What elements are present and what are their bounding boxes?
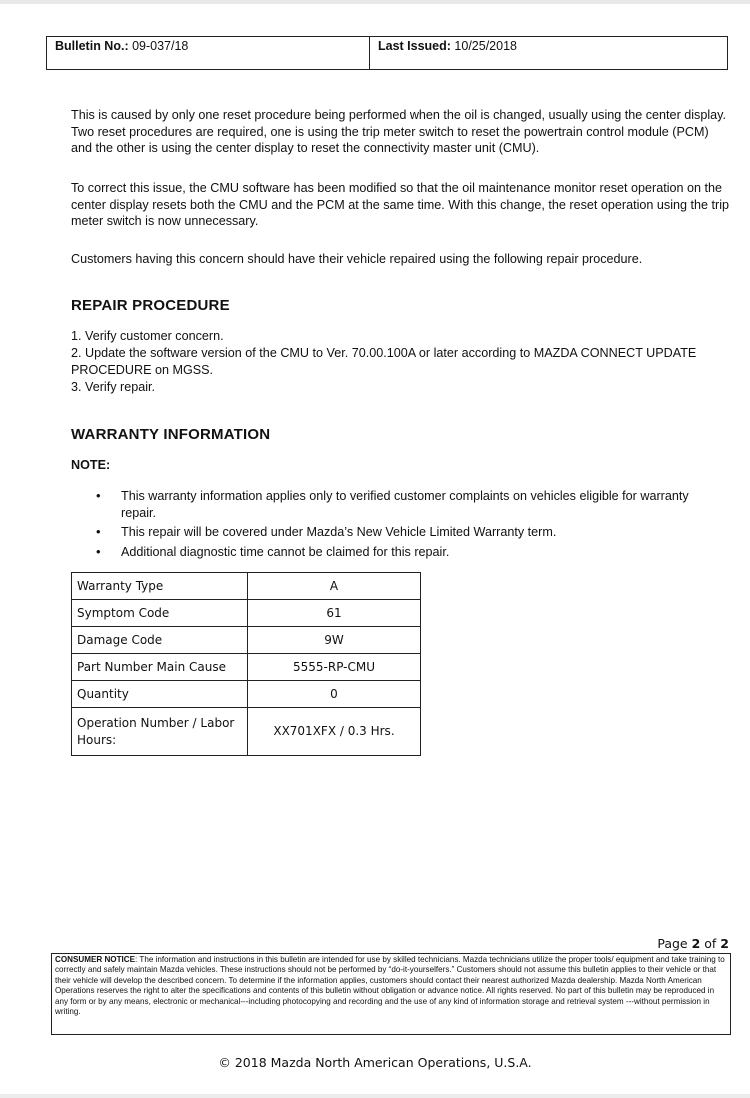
note-label: NOTE: <box>71 458 111 472</box>
part-number-label: Part Number Main Cause <box>72 654 248 681</box>
operation-number-label: Operation Number / Labor Hours: <box>72 708 248 756</box>
copyright-line: © 2018 Mazda North American Operations, U.S.A. <box>218 1055 532 1070</box>
symptom-code-label: Symptom Code <box>72 600 248 627</box>
repair-step: 1. Verify customer concern. <box>71 329 224 343</box>
intro-paragraph-correction: To correct this issue, the CMU software has been modified so that the oil maintenance monitor reset operation on the center display resets both the CMU and the PCM at the same time. With this change, the reset operation using the trip meter switch is now unnecessary. <box>71 181 730 228</box>
page-top-edge <box>0 0 750 4</box>
consumer-notice-text: : The information and instructions in this bulletin are intended for use by skilled technicians. Mazda technicians utilize the proper tools/ equipment and take training to correctly and safely maintain Mazda vehicles. These instructions should not be performed by “do-it-yourselfers.” Customers should not assume this bulletin applies to their vehicle or that their vehicle will develop the described concern. To determine if the information applies, customers should contact their nearest authorized Mazda dealership. Mazda North American Operations reserves the right to alter the specifications and contents of this bulletin without obligation or advance notice. All rights reserved. No part of this bulletin may be reproduced in any form or by any means, electronic or mechanical---including photocopying and recording and the use of any kind of information storage and retrieval system ---without permission in writing. <box>55 955 725 1017</box>
consumer-notice-label: CONSUMER NOTICE <box>55 955 136 964</box>
page-total: 2 <box>720 936 729 951</box>
quantity-label: Quantity <box>72 681 248 708</box>
repair-steps-list <box>71 328 731 396</box>
repair-step: 3. Verify repair. <box>71 380 155 394</box>
bulletin-number-value: 09-037/18 <box>128 39 189 53</box>
page-number <box>657 936 729 951</box>
table-row <box>72 627 421 654</box>
list-item: • Additional diagnostic time cannot be claimed for this repair. <box>96 544 696 561</box>
list-item: • This warranty information applies only to verified customer complaints on vehicles eligible for warranty repair. <box>96 488 696 521</box>
intro-paragraph-customers: Customers having this concern should have their vehicle repaired using the following repair procedure. <box>71 252 643 266</box>
symptom-code-value: 61 <box>248 600 421 627</box>
last-issued-value: 10/25/2018 <box>450 39 517 53</box>
page-bottom-edge <box>0 1094 750 1098</box>
page-current: 2 <box>691 936 701 951</box>
list-item: • This repair will be covered under Mazda’s New Vehicle Limited Warranty term. <box>96 524 696 541</box>
repair-procedure-heading: REPAIR PROCEDURE <box>71 297 230 314</box>
intro-paragraph-cause: This is caused by only one reset procedure being performed when the oil is changed, usually using the center display. Two reset procedures are required, one is using the trip meter switch to reset the powertrain control module (PCM) and the other is using the center display to reset the connectivity master unit (CMU). <box>71 108 727 155</box>
warranty-information-heading: WARRANTY INFORMATION <box>71 426 271 443</box>
table-row <box>72 681 421 708</box>
damage-code-value: 9W <box>248 627 421 654</box>
bulletin-number-cell <box>47 37 370 69</box>
table-row <box>72 600 421 627</box>
quantity-value: 0 <box>248 681 421 708</box>
damage-code-label: Damage Code <box>72 627 248 654</box>
warranty-table <box>71 572 421 756</box>
page-prefix: Page <box>657 936 692 951</box>
warranty-notes-list <box>96 488 696 563</box>
last-issued-label: Last Issued: <box>378 39 451 53</box>
operation-number-value: XX701XFX / 0.3 Hrs. <box>248 708 421 756</box>
table-row <box>72 654 421 681</box>
warranty-type-label: Warranty Type <box>72 573 248 600</box>
warranty-type-value: A <box>248 573 421 600</box>
bulletin-header-table <box>46 36 728 70</box>
bulletin-number-label: Bulletin No.: <box>55 39 129 53</box>
page-of: of <box>700 936 721 951</box>
part-number-value: 5555-RP-CMU <box>248 654 421 681</box>
repair-step: 2. Update the software version of the CMU to Ver. 70.00.100A or later according to MAZDA CONNECT UPDATE PROCEDURE on MGSS. <box>71 346 697 377</box>
consumer-notice-box <box>51 953 731 1035</box>
table-row <box>72 573 421 600</box>
last-issued-cell <box>370 37 525 69</box>
table-row <box>72 708 421 756</box>
